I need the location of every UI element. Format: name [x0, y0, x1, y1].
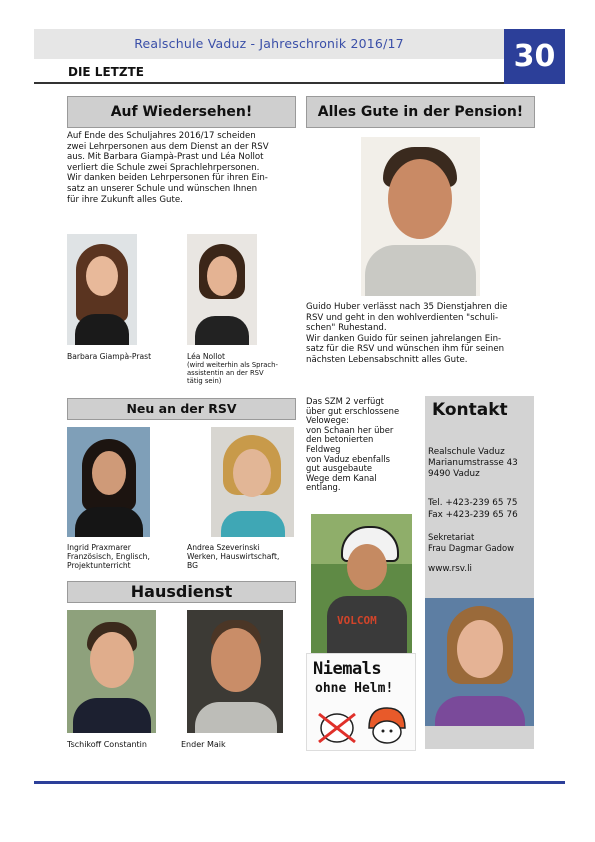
header-divider — [34, 82, 504, 84]
chronicle-title: Realschule Vaduz - Jahreschronik 2016/17 — [134, 36, 404, 51]
photo-dagmar — [425, 598, 534, 726]
photo-lea — [187, 234, 257, 345]
page-number: 30 — [504, 29, 565, 84]
contact-phone: Tel. +423-239 65 75 Fax +423-239 65 76 — [428, 498, 518, 520]
caption-barbara: Barbara Giampà-Prast — [67, 352, 152, 361]
sign-line-1: Niemals — [313, 659, 382, 679]
caption-andrea: Andrea Szeverinski Werken, Hauswirtschaft, BG — [187, 543, 280, 570]
housekeeping-heading: Hausdienst — [67, 581, 296, 603]
photo-ingrid — [67, 427, 150, 537]
bike-text: Das SZM 2 verfügt über gut erschlossene Velowege: von Schaan her über den betonierten Feldweg von Vaduz ebenfalls gut ausgebaute Wege dem Kanal entlang. — [306, 396, 400, 493]
photo-guido — [361, 137, 480, 296]
farewell-text: Auf Ende des Schuljahres 2016/17 scheiden zwei Lehrpersonen aus dem Dienst an der RSV aus. Mit Barbara Giampà-Prast und Léa Nollot verliert die Schule zwei Sprachlehrpersonen. Wir danken beiden Lehrpersonen für ihren Ein- satz an unserer Schule und wünschen Ihnen für ihre Zukunft alles Gute. — [67, 131, 269, 205]
caption-constantin: Tschikoff Constantin — [67, 740, 147, 749]
contact-address: Realschule Vaduz Marianumstrasse 43 9490 Vaduz — [428, 447, 518, 479]
footer-rule — [34, 781, 565, 784]
shirt-print: VOLCOM — [337, 614, 377, 627]
caption-ingrid: Ingrid Praxmarer Französisch, Englisch, Projektunterricht — [67, 543, 150, 570]
contact-secretariat: Sekretariat Frau Dagmar Gadow — [428, 532, 514, 553]
photo-maik — [187, 610, 283, 733]
photo-bike-kid — [311, 514, 412, 654]
helmet-sign — [306, 653, 416, 751]
photo-andrea — [211, 427, 294, 537]
farewell-heading: Auf Wiedersehen! — [67, 96, 296, 128]
retirement-text: Guido Huber verlässt nach 35 Dienstjahren die RSV und geht in den wohlverdienten "schuli- schen" Ruhestand. Wir danken Guido für seinen jahrelangen Ein- satz für die RSV und wünschen ihm für seinen nächsten Lebensabschnitt alles Gute. — [306, 302, 508, 365]
photo-constantin — [67, 610, 156, 733]
retirement-heading: Alles Gute in der Pension! — [306, 96, 535, 128]
photo-barbara — [67, 234, 137, 345]
sign-line-2: ohne Helm! — [315, 681, 394, 696]
helmet-cartoon-icon — [313, 702, 409, 746]
section-title: DIE LETZTE — [68, 65, 144, 79]
contact-website[interactable]: www.rsv.li — [428, 564, 472, 574]
caption-lea: Léa Nollot (wird weiterhin als Sprach- assistentin an der RSV tätig sein) — [187, 352, 278, 385]
caption-maik: Ender Maik — [181, 740, 226, 749]
contact-heading: Kontakt — [432, 400, 508, 420]
new-staff-heading: Neu an der RSV — [67, 398, 296, 420]
